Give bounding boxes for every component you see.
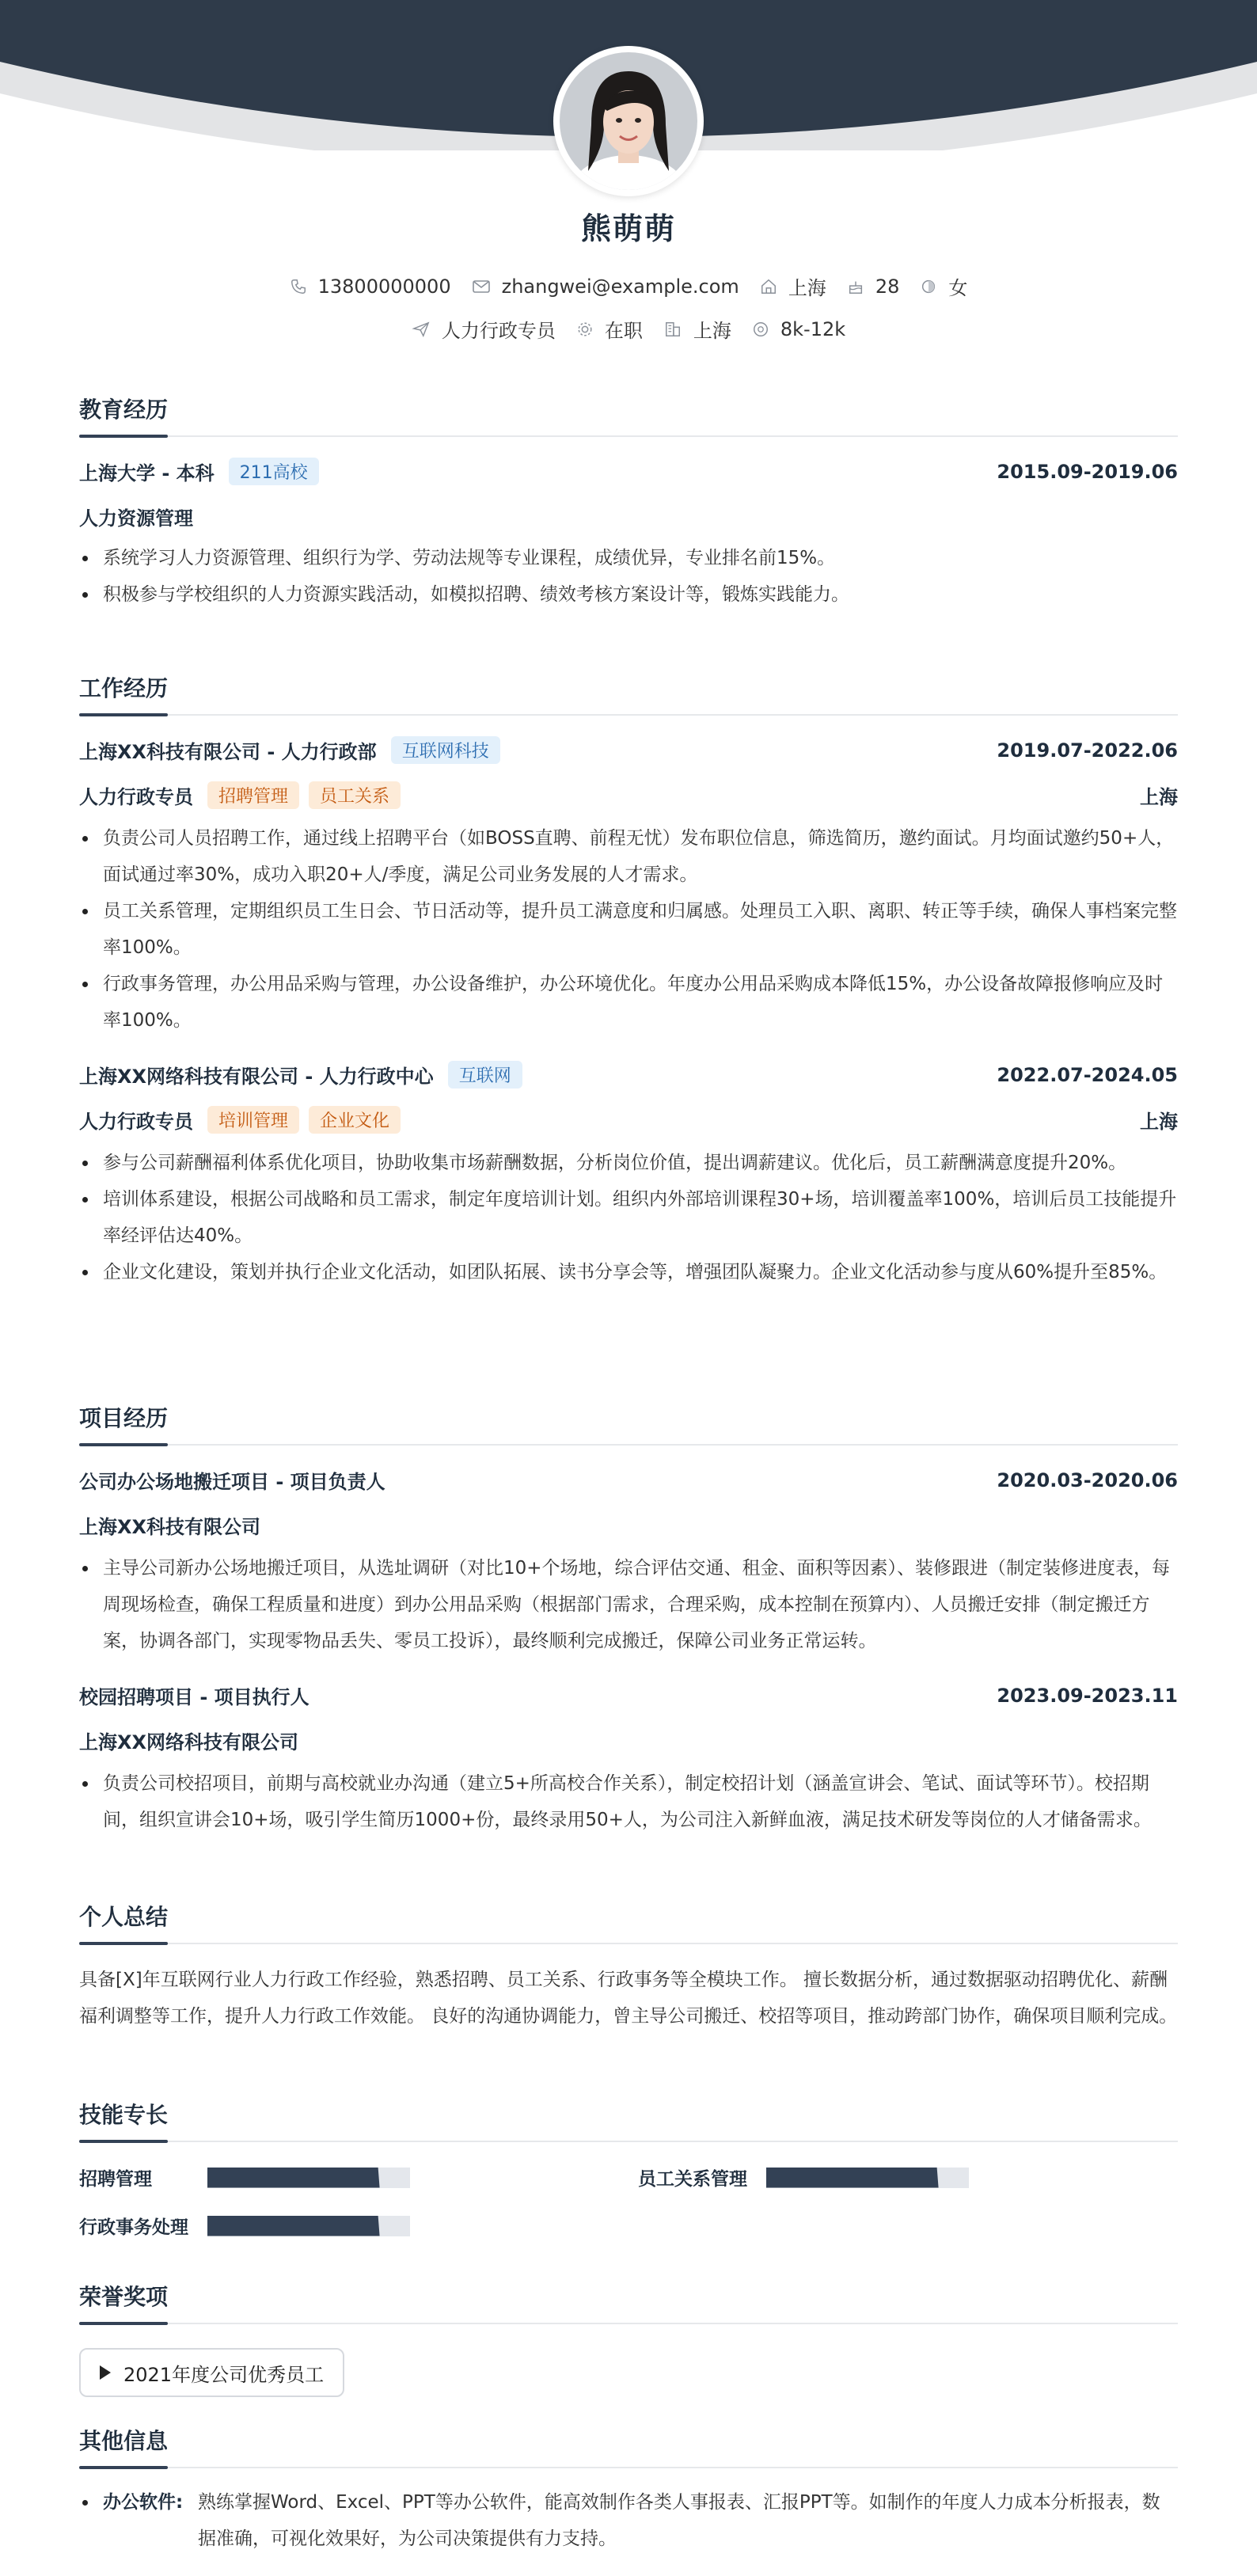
award-item[interactable] — [79, 2348, 344, 2397]
section-title-work: 工作经历 — [79, 671, 1178, 716]
list-item: 负责公司人员招聘工作，通过线上招聘平台（如BOSS直聘、前程无忧）发布职位信息，筛选简历，邀约面试。月均面试邀约50+人，面试通过率30%，成功入职20+人/季度，满足公司业务发展的人才需求。 — [79, 820, 1178, 893]
skill-label: 招聘管理 — [79, 2169, 152, 2190]
email-item — [472, 275, 739, 298]
location-item — [760, 272, 826, 300]
list-item: 参与公司薪酬福利体系优化项目，协助收集市场薪酬数据，分析岗位价值，提出调薪建议。优化后，员工薪酬满意度提升20%。 — [79, 1145, 1178, 1181]
company-name: 上海XX网络科技有限公司 - 人力行政中心 — [79, 1066, 434, 1088]
phone-item — [290, 275, 451, 298]
avatar — [553, 46, 704, 196]
job-title: 人力行政专员 — [79, 786, 193, 808]
work-role-row — [79, 1106, 1178, 1134]
skill-item — [79, 2213, 638, 2239]
list-item: 培训体系建设，根据公司战略和员工需求，制定年度培训计划。组织内外部培训课程30+场，培训覆盖率100%，培训后员工技能提升率经评估达40%。 — [79, 1181, 1178, 1254]
other-item — [79, 2484, 1178, 2557]
cake-icon — [847, 278, 864, 295]
skill-label: 行政事务处理 — [79, 2217, 188, 2238]
skill-bar-fill — [207, 2216, 380, 2236]
project-name: 校园招聘项目 - 项目执行人 — [79, 1686, 310, 1708]
gender-icon — [920, 278, 937, 295]
school-name: 上海大学 - 本科 — [79, 462, 215, 484]
location-text: 上海 — [788, 277, 826, 299]
work-entry-head — [79, 736, 1178, 764]
project-date: 2023.09-2023.11 — [997, 1684, 1178, 1707]
other-section — [79, 2424, 1178, 2557]
job-title: 人力行政专员 — [79, 1111, 193, 1133]
education-entry-head — [79, 458, 1178, 485]
company-name: 上海XX科技有限公司 - 人力行政部 — [79, 741, 377, 763]
status-text: 在职 — [604, 320, 643, 342]
bullet-dot — [79, 2484, 103, 2557]
skill-tag: 企业文化 — [309, 1106, 401, 1134]
age-item — [847, 275, 900, 298]
email-text[interactable]: zhangwei@example.com — [501, 275, 739, 298]
skill-bar — [207, 2168, 410, 2188]
position-item — [412, 315, 556, 343]
project-date: 2020.03-2020.06 — [997, 1468, 1178, 1491]
send-icon — [412, 321, 431, 338]
skill-item — [79, 2164, 638, 2190]
gender-text: 女 — [948, 277, 968, 299]
gear-icon — [576, 321, 594, 338]
project-org: 上海XX科技有限公司 — [79, 1516, 261, 1538]
award-label: 2021年度公司优秀员工 — [123, 2363, 325, 2386]
section-title-awards: 荣誉奖项 — [79, 2280, 1178, 2324]
skill-bar-fill — [766, 2168, 939, 2188]
contact-row — [0, 272, 1257, 300]
work-section — [79, 671, 1178, 1290]
skill-bar — [766, 2168, 969, 2188]
mail-icon — [472, 278, 491, 295]
position-text: 人力行政专员 — [441, 320, 556, 342]
skill-tag: 员工关系 — [309, 781, 401, 809]
work-bullets — [79, 1145, 1178, 1290]
candidate-name: 熊萌萌 — [580, 211, 676, 246]
project-bullets — [79, 1550, 1178, 1659]
skill-bar-fill — [207, 2168, 380, 2188]
salary-text: 8k-12k — [780, 317, 846, 340]
work-bullets — [79, 820, 1178, 1039]
project-entry-head — [79, 1466, 1178, 1494]
education-bullets — [79, 540, 1178, 613]
education-section — [79, 393, 1178, 613]
work-city: 上海 — [1140, 786, 1178, 808]
industry-tag: 互联网科技 — [391, 736, 500, 764]
status-item — [576, 315, 643, 343]
other-key: 办公软件: — [103, 2492, 184, 2513]
skill-tag: 招聘管理 — [207, 781, 299, 809]
building-icon — [663, 321, 682, 338]
summary-text: 具备[X]年互联网行业人力行政工作经验，熟悉招聘、员工关系、行政事务等全模块工作。 擅长数据分析，通过数据驱动招聘优化、薪酬福利调整等工作，提升人力行政工作效能。 良好的沟通协调能力，曾主导公司搬迁、校招等项目，推动跨部门协作，确保项目顺利完成。 — [79, 1970, 1178, 2027]
city-text: 上海 — [693, 320, 731, 342]
skill-bar — [207, 2216, 410, 2236]
skills-grid — [79, 2164, 1178, 2239]
section-title-skills: 技能专长 — [79, 2098, 1178, 2142]
major: 人力资源管理 — [79, 507, 193, 530]
age-text: 28 — [875, 275, 900, 298]
job-intent-row — [0, 315, 1257, 343]
section-title-education: 教育经历 — [79, 393, 1178, 437]
education-date: 2015.09-2019.06 — [997, 460, 1178, 483]
play-icon — [100, 2365, 111, 2380]
awards-section — [79, 2280, 1178, 2397]
section-title-summary: 个人总结 — [79, 1900, 1178, 1944]
list-item: 企业文化建设，策划并执行企业文化活动，如团队拓展、读书分享会等，增强团队凝聚力。企业文化活动参与度从60%提升至85%。 — [79, 1254, 1178, 1290]
work-role-row — [79, 781, 1178, 809]
list-item: 系统学习人力资源管理、组织行为学、劳动法规等专业课程，成绩优异，专业排名前15%。 — [79, 540, 1178, 576]
project-name: 公司办公场地搬迁项目 - 项目负责人 — [79, 1471, 385, 1493]
skill-item — [638, 2164, 1178, 2190]
list-item: 负责公司校招项目，前期与高校就业办沟通（建立5+所高校合作关系），制定校招计划（涵盖宣讲会、笔试、面试等环节）。校招期间，组织宣讲会10+场，吸引学生简历1000+份，最终录用50+人，为公司注入新鲜血液，满足技术研发等岗位的人才储备需求。 — [79, 1765, 1178, 1838]
phone-text[interactable]: 13800000000 — [317, 275, 451, 298]
other-value: 熟练掌握Word、Excel、PPT等办公软件，能高效制作各类人事报表、汇报PPT等。如制作的年度人力成本分析报表，数据准确，可视化效果好，为公司决策提供有力支持。 — [198, 2492, 1160, 2549]
school-tag: 211高校 — [229, 458, 319, 485]
skill-tag: 培训管理 — [207, 1106, 299, 1134]
list-item: 主导公司新办公场地搬迁项目，从选址调研（对比10+个场地，综合评估交通、租金、面积等因素）、装修跟进（制定装修进度表，每周现场检查，确保工程质量和进度）到办公用品采购（根据部门需求，合理采购，成本控制在预算内）、人员搬迁安排（制定搬迁方案，协调各部门，实现零物品丢失、零员工投诉），最终顺利完成搬迁，保障公司业务正常运转。 — [79, 1550, 1178, 1659]
list-item: 积极参与学校组织的人力资源实践活动，如模拟招聘、绩效考核方案设计等，锻炼实践能力。 — [79, 576, 1178, 613]
skill-label: 员工关系管理 — [638, 2169, 747, 2190]
home-icon — [760, 278, 777, 295]
projects-section — [79, 1401, 1178, 1838]
project-org: 上海XX网络科技有限公司 — [79, 1731, 299, 1753]
work-date: 2022.07-2024.05 — [997, 1063, 1178, 1086]
work-date: 2019.07-2022.06 — [997, 739, 1178, 762]
work-entry-head — [79, 1061, 1178, 1089]
phone-icon — [290, 278, 307, 295]
coin-icon — [752, 321, 769, 338]
project-bullets — [79, 1765, 1178, 1838]
list-item: 行政事务管理，办公用品采购与管理，办公设备维护，办公环境优化。年度办公用品采购成本降低15%，办公设备故障报修响应及时率100%。 — [79, 966, 1178, 1039]
project-entry-head — [79, 1681, 1178, 1709]
industry-tag: 互联网 — [448, 1061, 522, 1089]
salary-item — [752, 318, 845, 340]
summary-section — [79, 1900, 1178, 2035]
section-title-other: 其他信息 — [79, 2424, 1178, 2468]
gender-item — [920, 272, 967, 300]
section-title-projects: 项目经历 — [79, 1401, 1178, 1446]
work-city: 上海 — [1140, 1111, 1178, 1133]
skills-section — [79, 2098, 1178, 2239]
list-item: 员工关系管理，定期组织员工生日会、节日活动等，提升员工满意度和归属感。处理员工入职、离职、转正等手续，确保人事档案完整率100%。 — [79, 893, 1178, 966]
city-item — [663, 315, 731, 343]
